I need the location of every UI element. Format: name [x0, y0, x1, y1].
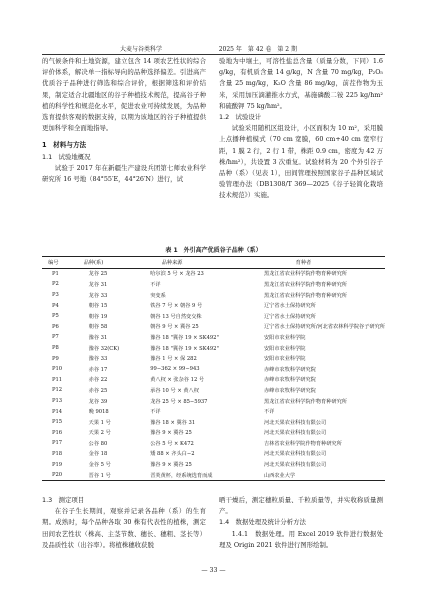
table-cell: 河北天果农业科技有限公司	[263, 419, 327, 426]
table-cell: 吉林省农业科学院作物育种研究所	[263, 440, 342, 447]
table-cell: 朝谷 58	[88, 324, 108, 331]
table-row	[42, 375, 385, 386]
table-header-cell: 编号	[42, 257, 65, 269]
table-cell: 金谷 18	[88, 451, 108, 458]
table-cell: 豫谷 9 × 冀谷 25	[150, 430, 192, 437]
table-cell: 天果 2 号	[88, 430, 111, 437]
table-cell: P7	[52, 334, 59, 341]
table-row	[42, 290, 385, 301]
table-row	[42, 343, 385, 354]
table-cell: 承谷 10 号 × 黄八杈	[150, 387, 199, 394]
table-cell: 龙谷 33	[88, 292, 108, 299]
table-cell: 豫谷 32(CK)	[88, 345, 120, 352]
table-cell: 矮 88 × 齐头白−2	[150, 451, 195, 458]
table-cell: 不详	[263, 409, 275, 416]
table-cell: P2	[52, 281, 59, 288]
table-cell: P17	[52, 440, 63, 447]
table-cell: 黑龙江省农业科学院作物育种研究所	[263, 398, 347, 405]
table-row	[42, 417, 385, 428]
subsection-heading: 1.1 试验地概况	[42, 152, 91, 161]
table-row	[42, 406, 385, 417]
table-cell: 安阳市农业科学院	[263, 334, 306, 341]
volume-issue: 2025 年 第 42 卷 第 2 期	[218, 46, 297, 53]
table-cell: 朝谷 15	[88, 303, 108, 310]
table-row	[42, 300, 385, 311]
table-cell: 金谷 5 号	[88, 462, 111, 469]
table-cell: P4	[52, 302, 59, 309]
site-paragraph: 试验于 2017 年在新疆生产建设兵团第七师农业科学研究所 16 号地（84°55′E，44°26′N）进行，试	[42, 163, 206, 184]
table-cell: 朝谷 19	[88, 313, 108, 320]
table-cell: P20	[42, 470, 65, 481]
table-cell: P11	[52, 376, 63, 383]
measurement-paragraph: 在谷子生长期间，观察并记录各品种（系）的生育期。成熟时，每个品种各取 30 株有代表性的植株，测定田间农艺性状（株高、主茎节数、穗长、穗粗、茎长等）及品质性状（出谷率）。将植株穗收获脱	[42, 507, 206, 549]
table-cell: 河北天果农业科技有限公司	[263, 451, 327, 458]
table-cell: 朝谷 13 号自然变交株	[150, 313, 202, 320]
table-cell: 赤峰市农牧科学研究院	[263, 366, 316, 373]
subsection-heading: 1.4 数据处理及统计分析方法	[219, 518, 306, 527]
table-cell: P5	[52, 313, 59, 320]
section-heading: 1 材料与方法	[42, 141, 87, 150]
table-caption: 表 1 外引高产优质谷子品种（系）	[165, 247, 262, 254]
table-header-cell: 品种来源	[122, 257, 222, 269]
table-cell: 黑龙江省农业科学院作物育种研究所	[263, 281, 347, 288]
table-cell: 赤谷 17	[88, 366, 108, 373]
table-cell: 哈尔滨 5 号 × 龙谷 23	[150, 271, 204, 278]
table-cell: P6	[52, 323, 59, 330]
column-right-bottom	[219, 495, 383, 551]
table-cell: 辽宁省水土保持研究所	[263, 303, 316, 310]
table-row	[42, 438, 385, 449]
table-cell: P16	[52, 429, 63, 436]
table-header-cell: 育种者	[222, 257, 385, 269]
table-cell: 黑龙江省农业科学院作物育种研究所	[263, 271, 347, 278]
table-row	[42, 364, 385, 375]
table-cell: 赤峰市农牧科学研究院	[263, 387, 316, 394]
column-left-bottom	[42, 495, 206, 551]
table-cell: 赤谷 22	[88, 377, 108, 384]
table-cell: 豫谷 18 "冀谷 19 × SK492"	[150, 334, 219, 341]
table-cell: 黑龙江省农业科学院作物育种研究所	[263, 292, 347, 299]
table-cell: 公谷 80	[88, 440, 108, 447]
table-row	[42, 268, 385, 279]
table-cell: 安阳市农业科学院	[263, 345, 306, 352]
table-cell: P15	[52, 419, 63, 426]
table-cell: 豫谷 9 × 冀谷 25	[150, 462, 192, 469]
table-cell: P1	[52, 270, 59, 277]
table-cell: 豫谷 1 号 × 保 282	[150, 356, 197, 363]
table-cell: 公谷 5 号 × K472	[150, 440, 194, 447]
table-cell: 豫谷 31	[88, 334, 108, 341]
table-cell: 龙谷 31	[88, 281, 108, 288]
intro-paragraph: 的气候条件和土地资源，建立包含 14 项农艺性状的综合评价体系，解决单一指标导向的品种选择偏差。引进高产优质谷子品种进行筛选和综合评价，根据筛选和评价结果，制定适合北疆地区的谷子种植技术规范，提高谷子种植的科学性和规范化水平，促进农业可持续发展，为品种选育提供客观的数据支持，以期为该地区的谷子种植提供更加科学和全面地指导。	[42, 57, 206, 133]
table-cell: 突变系	[150, 292, 166, 299]
table-row	[42, 385, 385, 396]
table-cell: 赤峰市农牧科学研究院	[263, 377, 316, 384]
table-row	[42, 459, 385, 470]
column-right-top	[219, 56, 383, 202]
table-cell: P19	[52, 461, 63, 468]
table-cell: 不详	[150, 409, 161, 416]
table-row	[42, 428, 385, 439]
subsection-heading: 1.3 测定项目	[42, 496, 85, 504]
table-cell: 铁谷 7 号 × 朝谷 9 号	[150, 303, 203, 310]
table-cell: 天果 1 号	[88, 419, 111, 426]
table-cell: 豫谷 18 "冀谷 19 × SK492"	[150, 345, 219, 352]
table-cell: 河北天果农业科技有限公司	[263, 462, 327, 469]
table-cell: 99−362 × 99−943	[150, 366, 200, 373]
table-cell: 豫谷 33	[88, 356, 108, 363]
table-cell: 晋谷 1 号	[65, 470, 123, 481]
table-row	[42, 311, 385, 322]
harvest-paragraph: 晒干燥后，测定穗粒质量、千粒质量等，并实收称质量测产。	[219, 496, 383, 516]
table-cell: 龙谷 25	[88, 271, 108, 278]
column-left-top	[42, 56, 206, 185]
subsection-heading: 1.2 试验设计	[219, 113, 262, 122]
table-cell: P14	[52, 408, 63, 415]
table-row	[42, 332, 385, 343]
table-cell: 辽宁省水土保持研究所/河北省农林科学院谷子研究所	[263, 324, 385, 331]
table-cell: 朝谷 9 号 × 冀谷 25	[150, 324, 199, 331]
running-header	[42, 44, 385, 55]
table-cell: 辽宁省水土保持研究所	[263, 313, 316, 320]
table-cell: P18	[52, 450, 63, 457]
table-row	[42, 470, 385, 481]
design-paragraph: 试验采用随机区组设计，小区面积为 10 m²，采用膜上点播种植模式（70 cm 宽膜，60 cm+40 cm 宽窄行距，1 膜 2 行，2 行 1 带，株距 0.9 cm，密度为 42 万株/hm²），共设置 3 次重复。试验材料为 20 个外引谷子品种（系）（见表 1），田间管理按照国家谷子品种区域试验管理办法（DB1308/T 369—2025《谷子轻简化栽培技术规范》）实施。	[219, 124, 383, 200]
table-cell: P10	[52, 366, 63, 373]
table-cell: 黄八杈 × 张杂谷 12 号	[150, 377, 205, 384]
table-row	[42, 396, 385, 407]
table-cell: 龙谷 25 号 × 85−5937	[150, 398, 208, 405]
table-row	[42, 449, 385, 460]
table-cell: P8	[52, 345, 59, 352]
table-row	[42, 322, 385, 333]
table-header-cell: 品种(系)	[65, 257, 123, 269]
table-cell: 河北天果农业科技有限公司	[263, 430, 327, 437]
table-cell: P9	[52, 355, 59, 362]
page-number: — 33 —	[201, 567, 226, 574]
table-cell: 豫谷 18 × 冀谷 31	[150, 419, 196, 426]
table-row	[42, 353, 385, 364]
table-cell: 山西农业大学	[222, 470, 385, 481]
table-cell: 赤谷 25	[88, 387, 108, 394]
table-row	[42, 279, 385, 290]
data-processing-paragraph: 1.4.1 数据处理。用 Excel 2019 软件进行数据处理及 Origin 2021 软件进行图形绘制。	[219, 529, 383, 549]
table-cell: 晚 9018	[88, 409, 109, 416]
table-header-row	[42, 257, 385, 269]
table-cell: P12	[52, 387, 63, 394]
table-cell: 晋荚黄杯，经系统选育而成	[122, 470, 222, 481]
soil-paragraph: 验地为中壤土，可溶性盐总含量（质量分数，下同）1.6 g/kg，有机质含量 14 g/kg，N 含量 70 mg/kg，P₂O₅ 含量 25 mg/kg，K₂O 含量 86 mg/kg，前茬作物为玉米，采用加压滴灌推水方式，基施磷酸二铵 225 kg/hm² 和硫酸钾 75 kg/hm²。	[219, 57, 383, 110]
table-cell: 龙谷 39	[88, 398, 108, 405]
table-cell: P3	[52, 292, 59, 299]
varieties-table	[42, 256, 385, 481]
journal-name: 大麦与谷类科学	[120, 46, 163, 53]
table-cell: 安阳市农业科学院	[263, 356, 306, 363]
table-cell: P13	[52, 398, 63, 405]
table-cell: 不详	[150, 281, 161, 288]
